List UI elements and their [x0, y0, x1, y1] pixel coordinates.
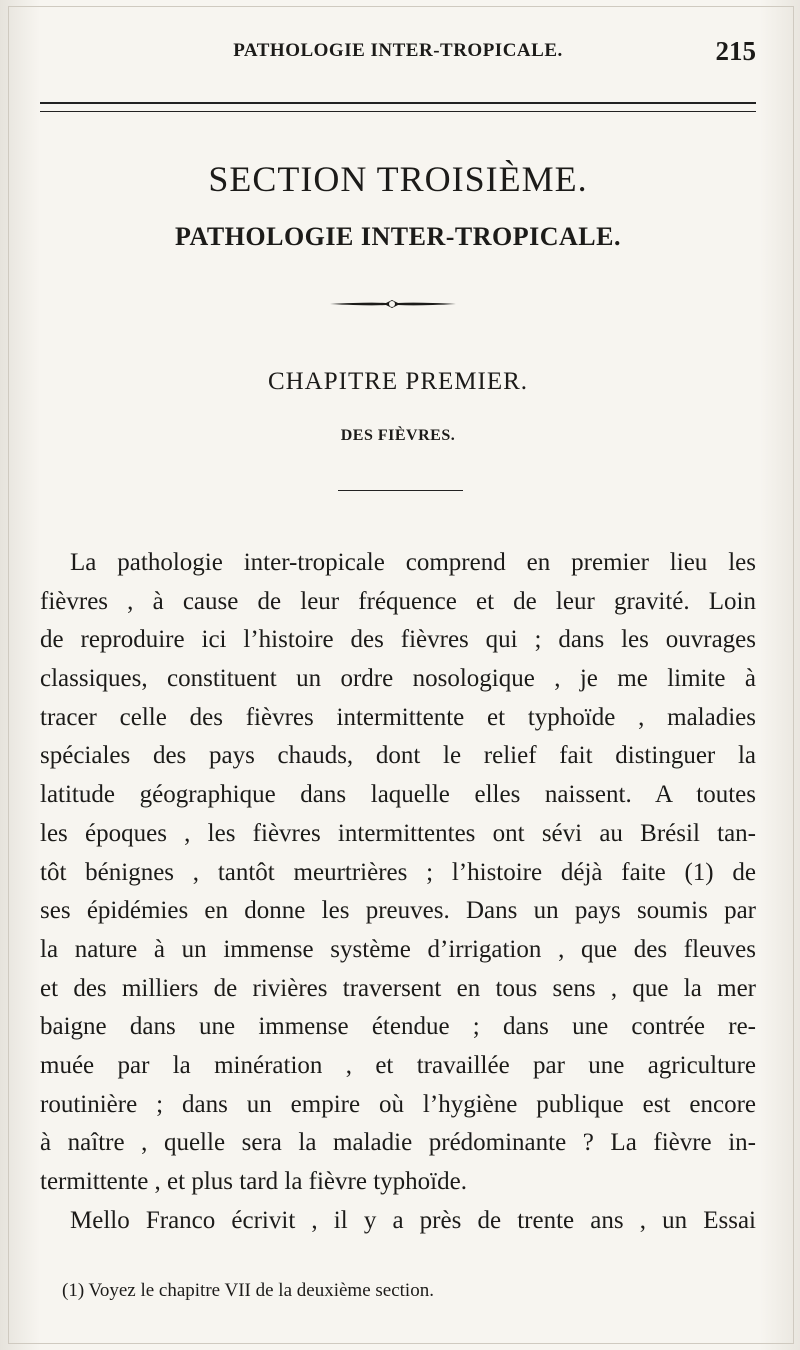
text-line: muée par la minération , et travaillée par une agriculture — [40, 1051, 756, 1079]
text-line: termittente , et plus tard la fièvre typhoïde. — [40, 1168, 467, 1195]
text-line: La pathologie inter-tropicale comprend en premier lieu les — [70, 549, 756, 576]
footnote: (1) Voyez le chapitre VII de la deuxième section. — [62, 1280, 434, 1301]
text-line: à naître , quelle sera la maladie prédominante ? La fièvre in- — [40, 1129, 756, 1157]
text-line: tracer celle des fièvres intermittente et typhoïde , maladies — [40, 703, 756, 731]
text-line: de reproduire ici l’histoire des fièvres qui ; dans les ouvrages — [40, 626, 756, 654]
chapter-subtitle: DES FIÈVRES. — [340, 427, 456, 444]
text-line: Mello Franco écrivit , il y a près de trente ans , un Essai — [70, 1206, 756, 1234]
text-line: latitude géographique dans laquelle elles naissent. A toutes — [40, 781, 756, 809]
text-line: la nature à un immense système d’irrigation , que des fleuves — [40, 935, 756, 963]
text-line: routinière ; dans un empire où l’hygiène publique est encore — [40, 1090, 756, 1118]
header-double-rule — [40, 102, 756, 112]
running-head-title: PATHOLOGIE INTER-TROPICALE. — [233, 40, 563, 61]
body-text — [40, 544, 756, 1240]
section-subtitle: PATHOLOGIE INTER-TROPICALE. — [175, 222, 621, 251]
text-line: les époques , les fièvres intermittentes ont sévi au Brésil tan- — [40, 819, 756, 847]
text-line: fièvres , à cause de leur fréquence et de leur gravité. Loin — [40, 587, 756, 615]
text-line: et des milliers de rivières traversent en tous sens , que la mer — [40, 974, 756, 1002]
ornament-divider-icon — [328, 296, 458, 312]
section-title: SECTION TROISIÈME. — [208, 159, 588, 199]
text-line: ses épidémies en donne les preuves. Dans un pays soumis par — [40, 897, 756, 925]
text-line: spéciales des pays chauds, dont le relief fait distinguer la — [40, 742, 756, 770]
running-head — [40, 36, 756, 80]
chapter-title: CHAPITRE PREMIER. — [267, 368, 529, 395]
chapter-rule — [338, 490, 463, 491]
page-number: 215 — [715, 36, 756, 66]
text-line: tôt bénignes , tantôt meurtrières ; l’histoire déjà faite (1) de — [40, 858, 756, 886]
text-line: baigne dans une immense étendue ; dans une contrée re- — [40, 1013, 756, 1041]
text-line: classiques, constituent un ordre nosologique , je me limite à — [40, 665, 756, 693]
